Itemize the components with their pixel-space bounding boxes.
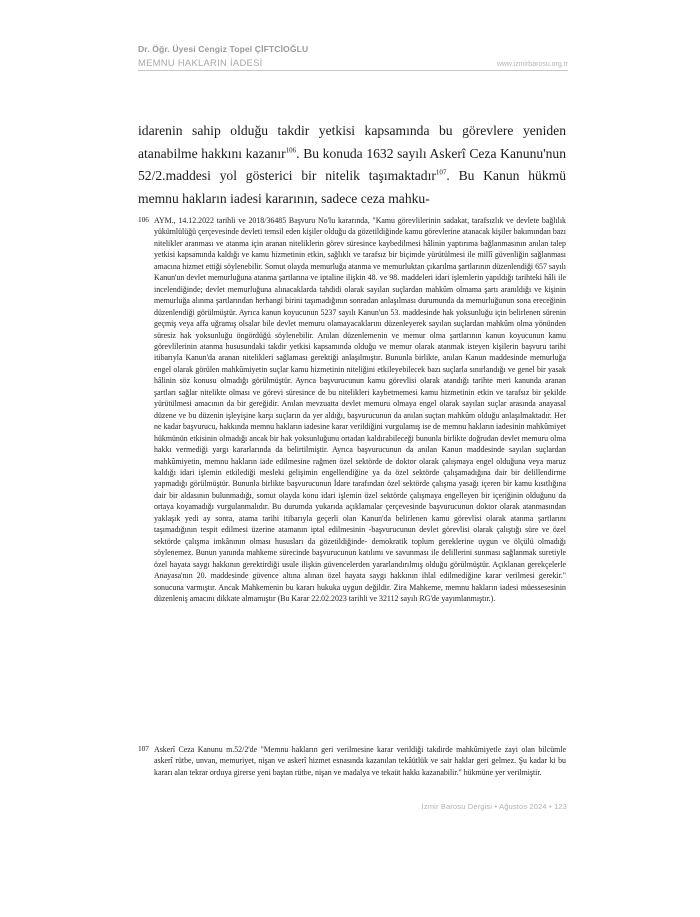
page-footer — [422, 802, 567, 811]
author-name: Dr. Öğr. Üyesi Cengiz Topel ÇİFTCİOĞLU — [138, 44, 309, 54]
footnote-text: AYM., 14.12.2022 tarihli ve 2018/36485 Başvuru No'lu kararında, "Kamu görevlilerinin sadakat, tarafsızlık ve devlete bağlılık yükümlülüğü çerçevesinde devleti temsil eden kişiler olduğu da gözetildiğinde kamu görevlerine atanacak kişiler bakımından bazı nitelikler aranması ve atanma için aranan niteliklerin görev süresince kaybedilmesi hâlinin yaptırıma bağlanmasının anılan talep yetkisi kapsamında kaldığı ve kamu hizmetinin etkin, sağlıklı ve tarafsız bir biçimde yürütülmesi ile millî güvenliğin sağlanması amacına hizmet ettiği söylenebilir. Somut olayda memurluğa atanma ve memurluktan çıkarılma şartlarının düzenlendiği 657 sayılı Kanun'un devlet memurluğuna atanma şartlarına ve iptaline ilişkin 48. ve 98. maddeleri idari işlemlerin yapıldığı tarihteki hâli ile incelendiğinde; devlet memurluğuna alınacaklarda tahdidi olarak sayılan suçlardan mahkûm olmama şartı aranıldığı ve kişinin memurluğa alınma şartlarından herhangi birini taşımadığının sonradan anlaşılması durumunda da memurluğunun sona ereceğinin düzenlendiği görülmüştür. Ayrıca kanun koyucunun 5237 sayılı Kanun'un 53. maddesinde hak yoksunluğu için belirlenen sürenin geçmiş veya affa uğramış olsalar bile devlet memuru olamayacaklarını düzenleyerek sayılan suçlardan mahkûm olma yönünden süresiz hak yoksunluğu öngördüğü söylenebilir. Anılan düzenlemenin ve memur olma şartlarının kanun koyucunun kamu görevlilerinin atanma hususundaki takdir yetkisi kapsamında olduğu ve memur olarak atanmak isteyen kişilerin başvuru tarihi itibarıyla Kanun'da aranan nitelikleri sağlaması gerektiği anlaşılmıştır. Bununla birlikte, anılan Kanun maddesinde memurluğa engel olarak görülen mahkûmiyetin suçlar kamu hizmetinin niteliğini etkileyebilecek bazı suçlarla sınırlandığı ve genel bir yasak hâlinin söz konusu olmadığı görülmüştür. Ayrıca başvurucunun kamu görevlisi olarak atandığı tarihte meri kanunda aranan şartları sağlar nitelikte olması ve görevi süresince de bu nitelikleri kaybetmemesi kamu hizmetinin etkin ve tarafsız bir şekilde yürütülmesi amacının da bir gereğidir. Anılan mevzuatta devlet memuru olmaya engel olarak sayılan suçlar arasında anayasal düzene ve bu düzenin işleyişine karşı suçların da yer aldığı, başvurucunun da anılan suçtan mahkûm olduğu anlaşılmaktadır. Her ne kadar başvurucu, hakkında memnu hakların iadesine karar verildiğini vurgulamış ise de memnu hakların iadesinin mahkûmiyet hükmünün etkisinin olmadığı ancak bir hak yoksunluğunu ortadan kaldırabileceği bununla birlikte doğrudan devlet memuru olma hakkı vermediği yargı kararlarında da belirtilmiştir. Ayrıca başvurucunun da anılan Kanun maddesinde sayılan suçlardan mahkûmiyetin, memnu hakların iade edilmesine rağmen özel sektörde de doktor olarak çalışmaya engel olduğuna veya maruz kaldığı idari işlemin etkilediği mesleki gelişimin engellendiğine ya da özel sektörde çalışamadığına dair bir delillendirme yapmadığı görülmüştür. Bununla birlikte başvurucunun İdare tarafından özel sektörde çalışma yasağı içeren bir kamu kısıtlığına dair bir aldasının bulunmadığı, somut olayda konu idari işlemin özel sektörde çalışmaya engelleyen bir içeriğinin olduğunu da ortaya koyamadığı vurgulanmalıdır. Bu durumda yukarıda açıklamalar çerçevesinde başvurucunun doktor olarak atanmasından yaklaşık yedi ay sonra, atama tarihi itibarıyla geçerli olan Kanun'da belirlenen kamu görevlisi olarak atanma şartlarını taşımadığının tespit edilmesi üzerine atamanın iptal edilmesinin -başvurucunun devlet görevlisi olarak çalıştığı süre ve özel sektörde çalışma imkânının olması hususları da gözetildiğinde- demokratik toplum gereklerine uygun ve ölçülü olmadığı söylenemez. Bunun yanında mahkeme sürecinde başvurucunun katılımı ve savunması ile delillerini sunması sağlanmak suretiyle özel hayata saygı hakkının gerektirdiği usule ilişkin güvencelerden yararlandırılmış olduğu görülmüştür. Açıklanan gerekçelerle Anayasa'nın 20. maddesinde güvence altına alınan özel hayata saygı hakkının ihlal edilmediğine karar verilmesi gerekir." sonucuna varmıştır. Ancak Mahkemenin bu kararı hukuka uygun değildir. Zira Mahkeme, memnu hakların iadesi müessesesinin düzenleniş amacını dikkate almamıştır (Bu Karar 22.02.2023 tarihli ve 32112 sayılı RG'de yayımlanmıştır.). — [154, 216, 566, 603]
page-header — [138, 44, 568, 71]
body-text-part-1: idarenin sahip olduğu takdir yetkisi kapsamında bu görevlere yeniden atanabilme hakkını kazanır — [138, 123, 566, 161]
header-title-row — [138, 57, 568, 68]
footer-separator: • — [494, 802, 498, 811]
footnote-107 — [138, 744, 566, 778]
section-title: MEMNU HAKLARIN İADESİ — [138, 57, 263, 68]
website-link[interactable]: www.izmirbarosu.org.tr — [496, 61, 568, 68]
footnote-ref-106[interactable]: 106 — [285, 145, 297, 154]
issue-date: Ağustos 2024 — [499, 802, 547, 811]
main-paragraph — [138, 120, 566, 210]
footer-separator: • — [549, 802, 552, 811]
journal-name: İzmir Barosu Dergisi — [421, 802, 493, 811]
body-text-part-3: . Bu Kanun hükmü memnu hakların iadesi kararının, sadece ceza mahku- — [138, 168, 566, 206]
footnote-number: 106 — [138, 215, 149, 224]
footnote-106 — [138, 215, 566, 604]
footnote-number: 107 — [138, 744, 149, 753]
footnote-ref-107[interactable]: 107 — [435, 168, 447, 177]
body-text-part-2: . Bu konuda 1632 sayılı Askerî Ceza Kanunu'nun 52/2.maddesi yol gösterici bir nitelik taşımaktadır — [138, 145, 567, 183]
page-number: 123 — [554, 802, 567, 811]
footnote-text: Askerî Ceza Kanunu m.52/2'de "Memnu hakların geri verilmesine karar verildiği takdirde mahkûmiyetle zayi olan bilcümle askerî rütbe, unvan, memuriyet, nişan ve askerî hizmet esnasında kazanılan tekâütlük ve sair haklar geri gelmez. Şu kadar ki bu kararı alan tekrar orduya girerse yeni baştan rütbe, nişan ve madalya ve tekaüt hakkı kazanabilir." hükmüne yer verilmiştir. — [154, 745, 566, 777]
header-divider — [138, 70, 568, 71]
